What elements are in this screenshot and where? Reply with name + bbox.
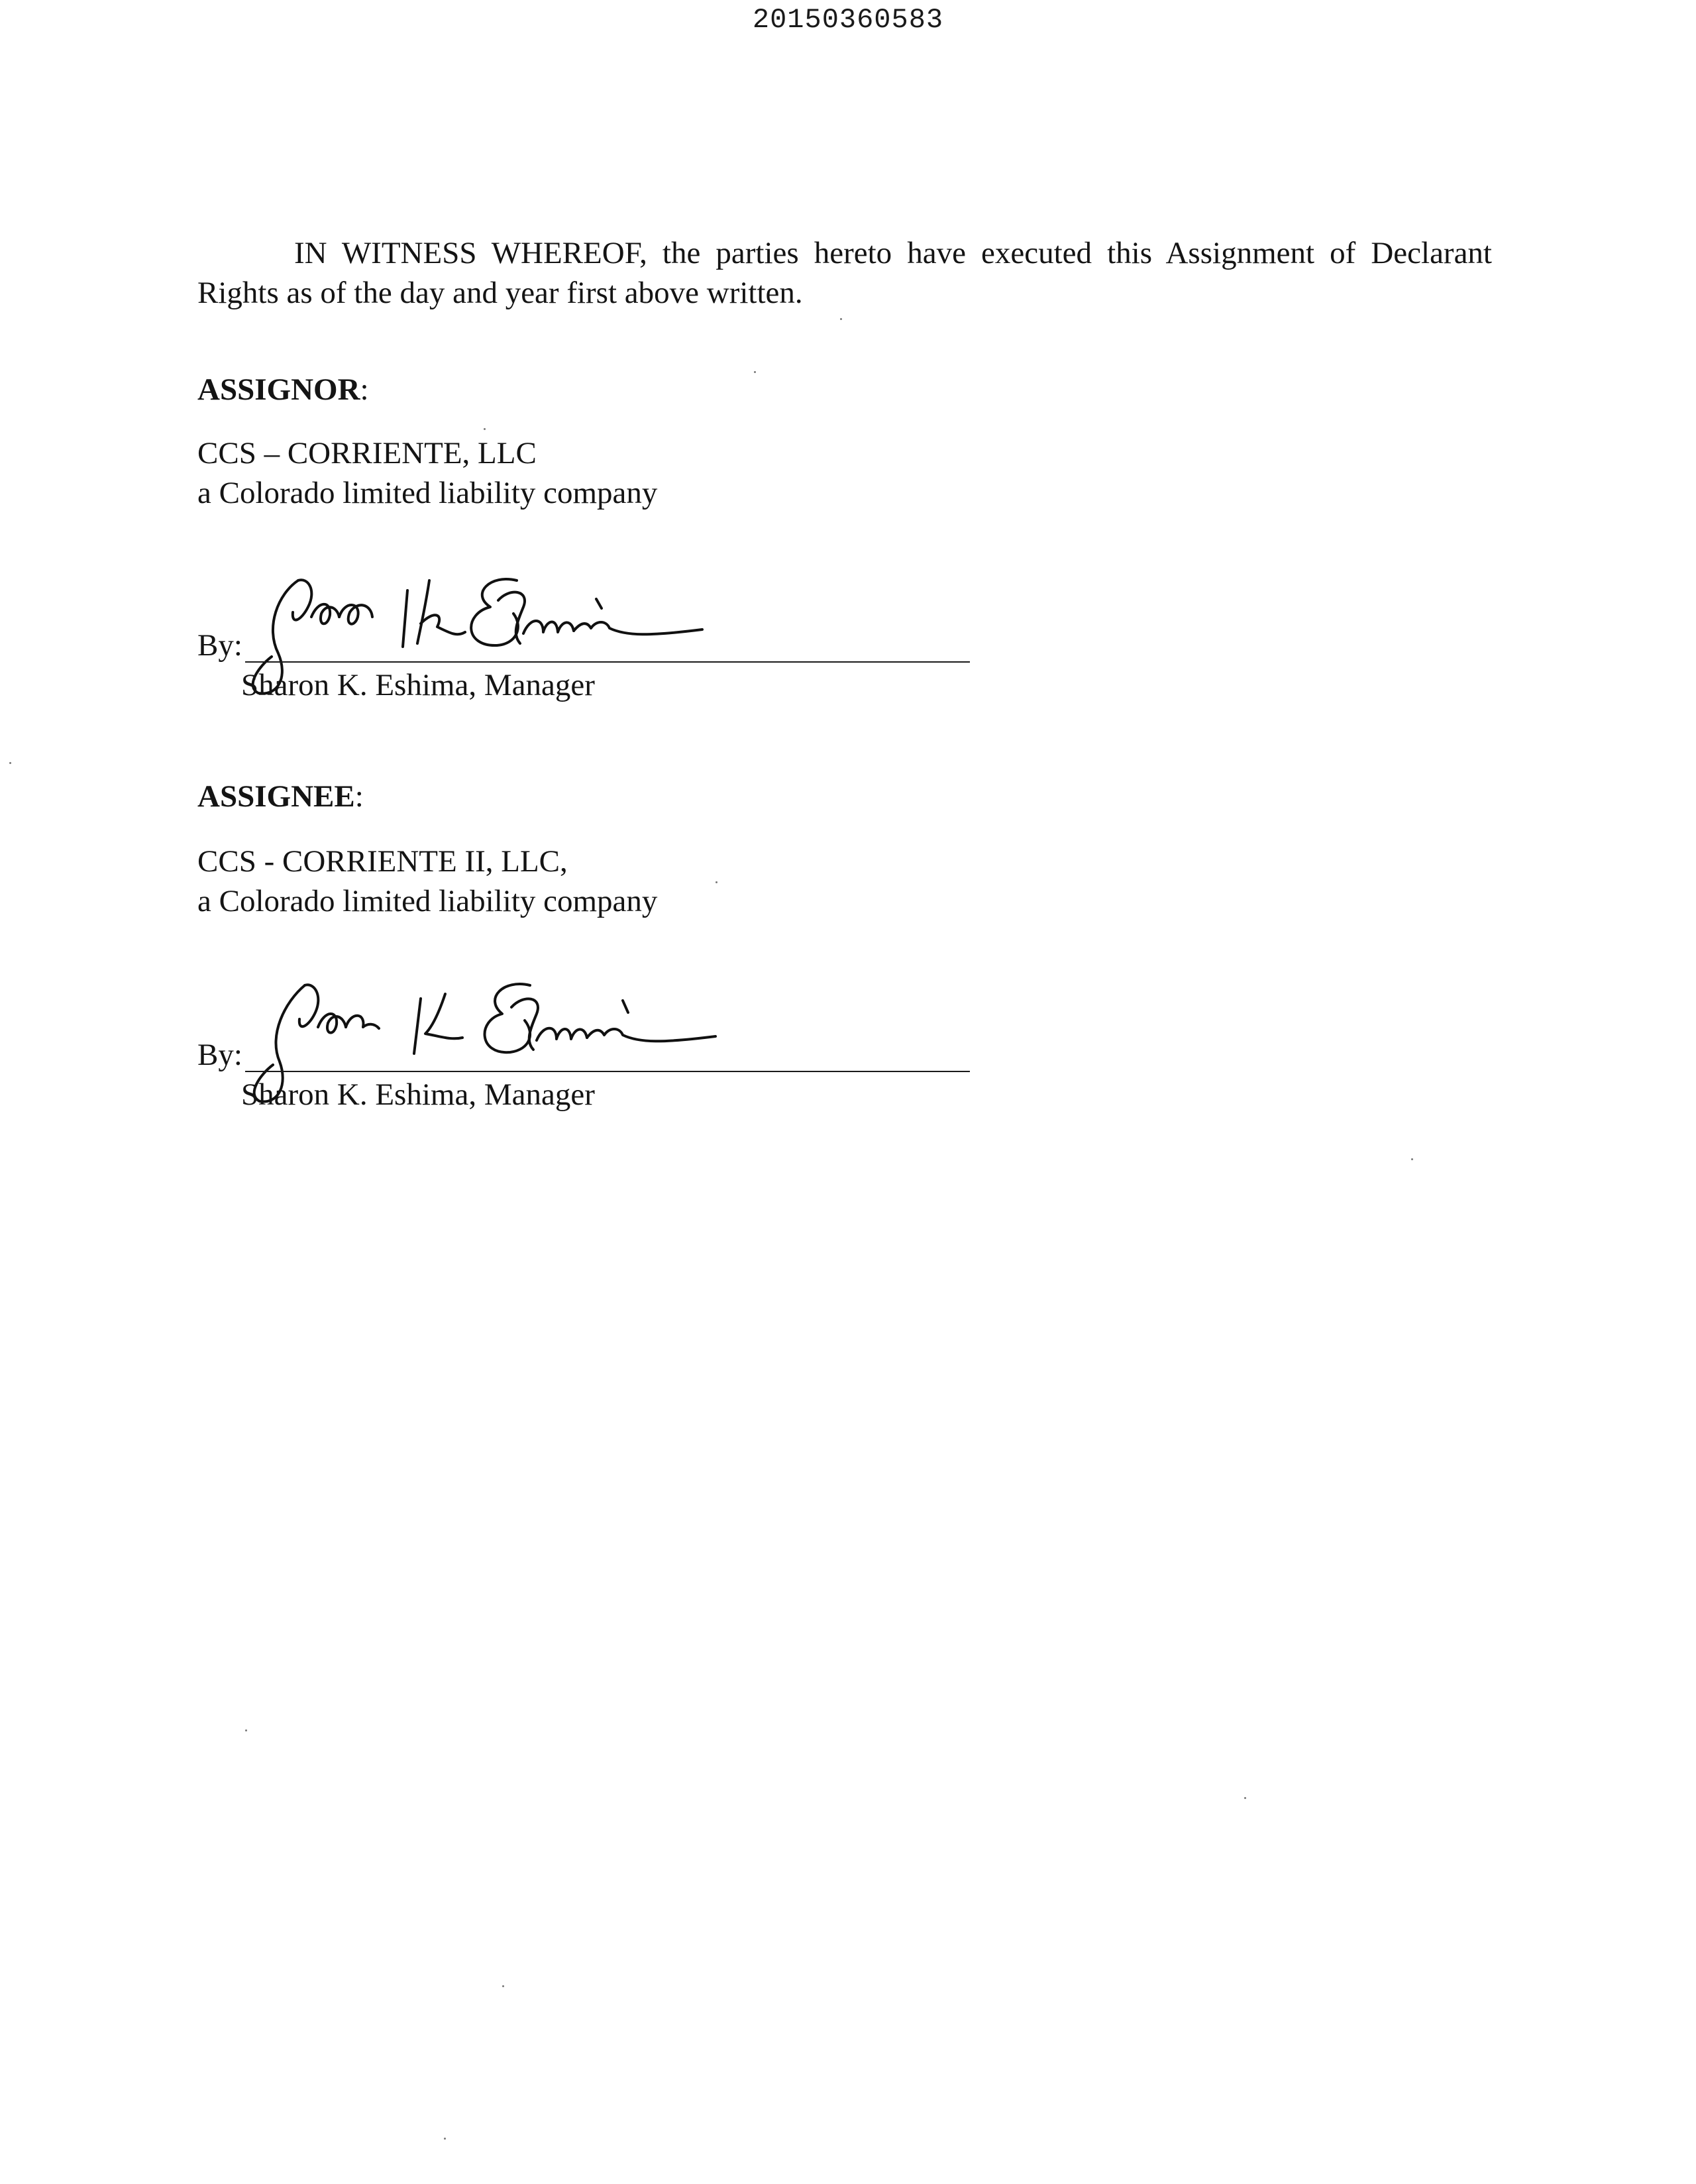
scan-speck — [502, 1985, 504, 1987]
assignee-company-name: CCS - CORRIENTE II, LLC, — [197, 844, 568, 879]
assignee-company-type: a Colorado limited liability company — [197, 884, 658, 918]
scan-speck — [444, 2138, 446, 2140]
scan-speck — [1411, 1158, 1413, 1160]
scan-speck — [245, 1729, 247, 1731]
assignee-by-label: By: — [197, 1038, 242, 1072]
assignor-company-type: a Colorado limited liability company — [197, 476, 658, 510]
witness-paragraph — [197, 233, 1492, 313]
assignor-heading-text: ASSIGNOR — [197, 372, 360, 407]
assignee-signature-line — [245, 1071, 970, 1072]
assignee-heading — [197, 777, 364, 816]
scan-speck — [840, 318, 842, 320]
assignee-heading-text: ASSIGNEE — [197, 779, 355, 814]
document-number: 20150360583 — [752, 4, 944, 36]
assignor-signer-name: Sharon K. Eshima, Manager — [241, 668, 595, 702]
assignor-by-label: By: — [197, 628, 242, 663]
scan-speck — [754, 371, 756, 373]
assignor-heading — [197, 370, 369, 410]
scan-speck — [9, 762, 11, 764]
assignor-signature-block — [197, 563, 794, 716]
assignee-company — [197, 842, 657, 921]
witness-paragraph-text: IN WITNESS WHEREOF, the parties hereto have executed this Assignment of Declarant Rights as of the day and year first above written. — [197, 236, 1492, 310]
assignee-signer-name: Sharon K. Eshima, Manager — [241, 1077, 595, 1112]
scan-speck — [1244, 1797, 1246, 1799]
scan-speck — [716, 881, 717, 883]
scan-speck — [484, 428, 486, 430]
assignor-heading-colon: : — [360, 372, 369, 407]
assignee-signature-block — [197, 971, 794, 1124]
assignor-signature-line — [245, 661, 970, 663]
assignee-heading-colon: : — [354, 779, 364, 814]
assignor-company — [197, 433, 657, 513]
assignor-company-name: CCS – CORRIENTE, LLC — [197, 436, 537, 470]
